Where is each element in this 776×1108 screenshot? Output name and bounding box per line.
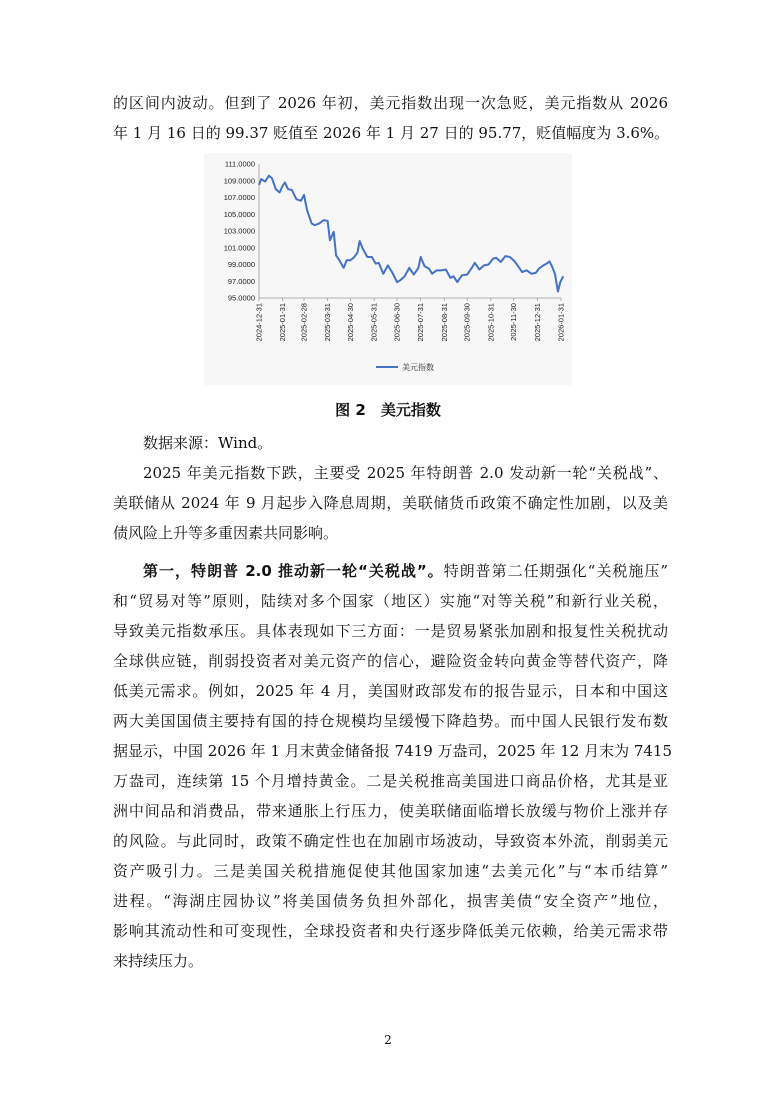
x-tick-label: 2025-12-31 [532,303,542,342]
figure-caption: 图 2 美元指数 [335,401,441,419]
y-tick-label: 103.0000 [223,226,255,236]
x-tick-label: 2024-12-31 [254,303,264,342]
paragraph-2-line: 影响其流动性和可变现性，全球投资者和央行逐步降低美元依赖，给美元需求带 [113,922,668,940]
paragraph-2-line: 两大美国国债主要持有国的持仓规模均呈缓慢下降趋势。而中国人民银行发布数 [113,712,668,730]
intro-line-2: 年 1 月 16 日的 99.37 贬值至 2026 年 1 月 27 日的 95.77，贬值幅度为 3.6%。 [113,124,670,142]
x-tick-label: 2025-09-30 [462,303,472,342]
paragraph-2-line: 万盎司，连续第 15 个月增持黄金。二是关税推高美国进口商品价格，尤其是亚 [113,772,668,790]
y-tick-label: 97.0000 [227,276,255,286]
paragraph-2-lead: 第一，特朗普 2.0 推动新一轮“关税战”。 [143,562,444,580]
x-tick-label: 2025-01-31 [278,303,288,342]
dollar-index-chart [204,153,572,385]
x-tick-label: 2025-03-31 [323,303,333,342]
x-tick-label: 2025-02-28 [299,303,309,342]
x-tick-label: 2025-07-31 [416,303,426,342]
source-note: 数据来源：Wind。 [143,434,273,452]
paragraph-1-line: 2025 年美元指数下跌，主要受 2025 年特朗普 2.0 发动新一轮“关税战”、 [143,464,668,482]
x-tick-label: 2025-11-30 [509,303,519,341]
chart-svg [204,153,572,385]
paragraph-2-line: 低美元需求。例如，2025 年 4 月，美国财政部发布的报告显示，日本和中国这 [113,682,668,700]
legend-label: 美元指数 [402,363,434,372]
y-tick-label: 105.0000 [223,209,255,219]
paragraph-2-line: 洲中间品和消费品，带来通胀上行压力，使美联储面临增长放缓与物价上涨并存 [113,802,668,820]
x-tick-label: 2025-08-31 [439,303,449,342]
paragraph-2-line: 进程。“海湖庄园协议”将美国债务负担外部化，损害美债“安全资产”地位， [113,892,668,910]
paragraph-2-line: 导致美元指数承压。具体表现如下三方面：一是贸易紧张加剧和报复性关税扰动 [113,622,668,640]
paragraph-2-line: 来持续压力。 [113,952,204,970]
paragraph-2-lead-rest: 特朗普第二任期强化“关税施压” [443,562,668,580]
y-tick-label: 101.0000 [223,243,255,253]
x-tick-label: 2025-10-31 [486,303,496,342]
series-line-dollar-index [259,176,563,292]
paragraph-2-line: 的风险。与此同时，政策不确定性也在加剧市场波动，导致资本外流，削弱美元 [113,832,668,850]
x-axis [255,298,566,341]
x-tick-label: 2025-05-31 [369,303,379,342]
y-tick-label: 107.0000 [223,193,255,202]
paragraph-2-line: 据显示，中国 2026 年 1 月末黄金储备报 7419 万盎司，2025 年 12 月末为 7415 [113,742,673,760]
paragraph-2 [113,556,673,976]
paragraph-1 [113,458,668,548]
y-tick-label: 95.0000 [227,293,255,303]
paragraph-2-line: 和“贸易对等”原则，陆续对多个国家（地区）实施“对等关税”和新行业关税， [113,592,668,610]
y-tick-label: 111.0000 [224,159,255,169]
x-tick-label: 2025-06-30 [392,303,402,342]
intro-line-1: 的区间内波动。但到了 2026 年初，美元指数出现一次急贬，美元指数从 2026 [113,94,668,112]
paragraph-2-first-line [113,556,668,586]
paragraph-1-line: 债风险上升等多重因素共同影响。 [113,524,339,542]
y-axis [224,160,259,303]
paragraph-2-line: 资产吸引力。三是美国关税措施促使其他国家加速“去美元化”与“本币结算” [113,862,668,880]
y-tick-label: 99.0000 [227,260,255,269]
page-number: 2 [384,1033,392,1047]
paragraph-2-line: 全球供应链，削弱投资者对美元资产的信心，避险资金转向黄金等替代资产，降 [113,652,668,670]
intro-paragraph [113,88,668,148]
y-tick-label: 109.0000 [223,176,255,186]
chart-legend [376,362,434,372]
figure-source [113,428,668,458]
paragraph-1-line: 美联储从 2024 年 9 月起步入降息周期，美联储货币政策不确定性加剧，以及美 [113,494,668,512]
x-tick-label: 2026-01-31 [556,303,566,342]
x-tick-label: 2025-04-30 [346,303,356,342]
